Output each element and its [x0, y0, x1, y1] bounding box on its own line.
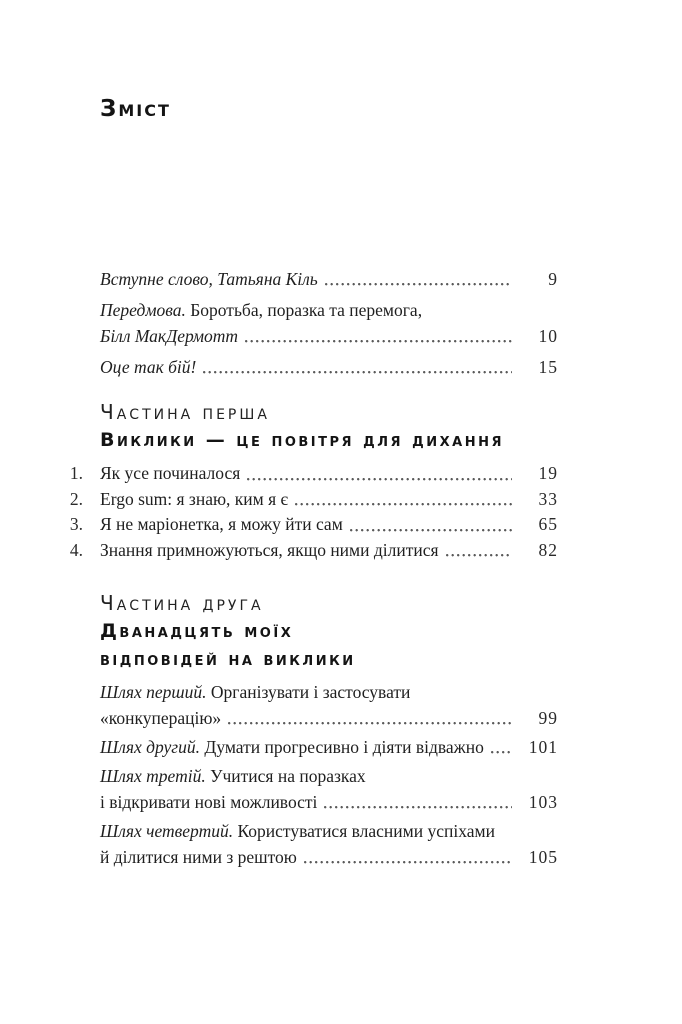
toc-entry [67, 512, 558, 538]
entry-text-italic: Оце так бій! [100, 357, 197, 377]
entry-text [100, 763, 366, 789]
toc-entry [100, 266, 558, 292]
toc-entry [100, 734, 558, 760]
dot-leader [245, 323, 512, 349]
page-number: 19 [538, 463, 558, 483]
entry-text [100, 297, 422, 323]
toc-entry [67, 538, 558, 564]
toc-entry [67, 487, 558, 513]
page-title: Зміст [100, 96, 171, 122]
dot-leader [247, 461, 512, 487]
part-title-line: відповідей на виклики [100, 648, 356, 670]
toc-sections [69, 266, 558, 870]
entry-text-italic: Вступне слово, Татьяна Кіль [100, 269, 318, 289]
dot-leader [304, 844, 512, 870]
toc-line [100, 679, 558, 705]
entry-text-italic: Білл МакДермотт [100, 326, 239, 346]
page-number: 65 [538, 514, 558, 534]
toc-entry [100, 679, 558, 731]
entry-text [100, 323, 238, 349]
entry-text-roman: і відкривати нові можливості [100, 792, 318, 812]
toc-entry [100, 354, 558, 380]
entry-text [100, 461, 240, 487]
toc-line [67, 538, 558, 564]
toc-line [100, 297, 558, 323]
page-number: 15 [538, 357, 558, 377]
chapter-number: 4. [69, 539, 83, 560]
entry-text-italic: Передмова. [100, 300, 186, 320]
page-number: 105 [528, 847, 558, 867]
chapter-number: 2. [69, 488, 83, 509]
entry-list [100, 266, 558, 380]
dot-leader [324, 789, 512, 815]
toc-line [100, 789, 558, 815]
part-heading [100, 398, 558, 454]
entry-list [100, 679, 558, 870]
dot-leader [491, 734, 512, 760]
entry-text-roman: й ділитися ними з рештою [100, 847, 297, 867]
chapter-number: 1. [69, 463, 83, 483]
part-title-line: Виклики — це повітря для дихання [100, 429, 504, 451]
toc-line [100, 818, 558, 844]
entry-text-roman: Думати прогресивно і діяти відважно [200, 737, 484, 757]
toc-line [100, 354, 558, 380]
toc-line [100, 844, 558, 870]
entry-text [100, 679, 410, 705]
toc-entry [100, 763, 558, 815]
toc-line [100, 763, 558, 789]
entry-text [100, 844, 297, 870]
entry-text-roman: Боротьба, поразка та перемога, [185, 300, 423, 320]
part-title [100, 426, 558, 454]
toc-line [100, 734, 558, 760]
chapter-list [67, 461, 558, 563]
part-heading [100, 589, 558, 673]
entry-text [100, 354, 196, 380]
entry-text-italic: Шлях четвертий. [100, 821, 234, 841]
entry-text [100, 487, 288, 513]
toc-line [100, 705, 558, 731]
entry-text-roman: Ergo sum: я знаю, ким я є [100, 488, 289, 509]
dot-leader [350, 512, 512, 538]
page-number: 101 [528, 737, 558, 757]
page-number: 10 [538, 326, 558, 346]
page-number: 103 [528, 792, 558, 812]
entry-text [100, 818, 495, 844]
page-number: 99 [538, 708, 558, 728]
entry-text-roman: Учитися на поразках [205, 766, 366, 786]
entry-text-roman: Як усе починалося [100, 463, 241, 483]
part-kicker: Частина перша [100, 400, 270, 424]
entry-text-roman: Організувати і застосувати [206, 682, 411, 702]
page-number: 82 [538, 539, 558, 560]
entry-text [100, 734, 484, 760]
toc-entry [67, 461, 558, 487]
dot-leader [446, 538, 512, 564]
entry-text [100, 705, 221, 731]
entry-text-italic: Шлях третій. [100, 766, 206, 786]
dot-leader [203, 354, 512, 380]
entry-text [100, 266, 318, 292]
toc-line [100, 323, 558, 349]
toc-line [67, 512, 558, 538]
toc-entry [100, 818, 558, 870]
part-title [100, 617, 558, 673]
entry-text-italic: Шлях перший. [100, 682, 207, 702]
part-title-line: Дванадцять моїх [100, 620, 294, 642]
toc-line [67, 461, 558, 487]
dot-leader [325, 266, 512, 292]
toc-entry [100, 297, 558, 349]
toc-line [67, 487, 558, 513]
dot-leader [295, 487, 512, 513]
entry-text-roman: «конкуперацію» [100, 708, 222, 728]
entry-text-roman: Знання примножуються, якщо ними ділитися [100, 539, 439, 560]
entry-text-roman: Я не маріонетка, я можу йти сам [100, 514, 343, 534]
dot-leader [228, 705, 512, 731]
part-kicker: Частина друга [100, 591, 264, 615]
page-number: 9 [548, 269, 558, 289]
chapter-number: 3. [69, 514, 83, 534]
toc-line [100, 266, 558, 292]
page-number: 33 [538, 488, 558, 509]
entry-text [100, 538, 439, 564]
entry-text-roman: Користуватися власними успіхами [233, 821, 495, 841]
entry-text [100, 789, 317, 815]
entry-text-italic: Шлях другий. [100, 737, 201, 757]
entry-text [100, 512, 343, 538]
